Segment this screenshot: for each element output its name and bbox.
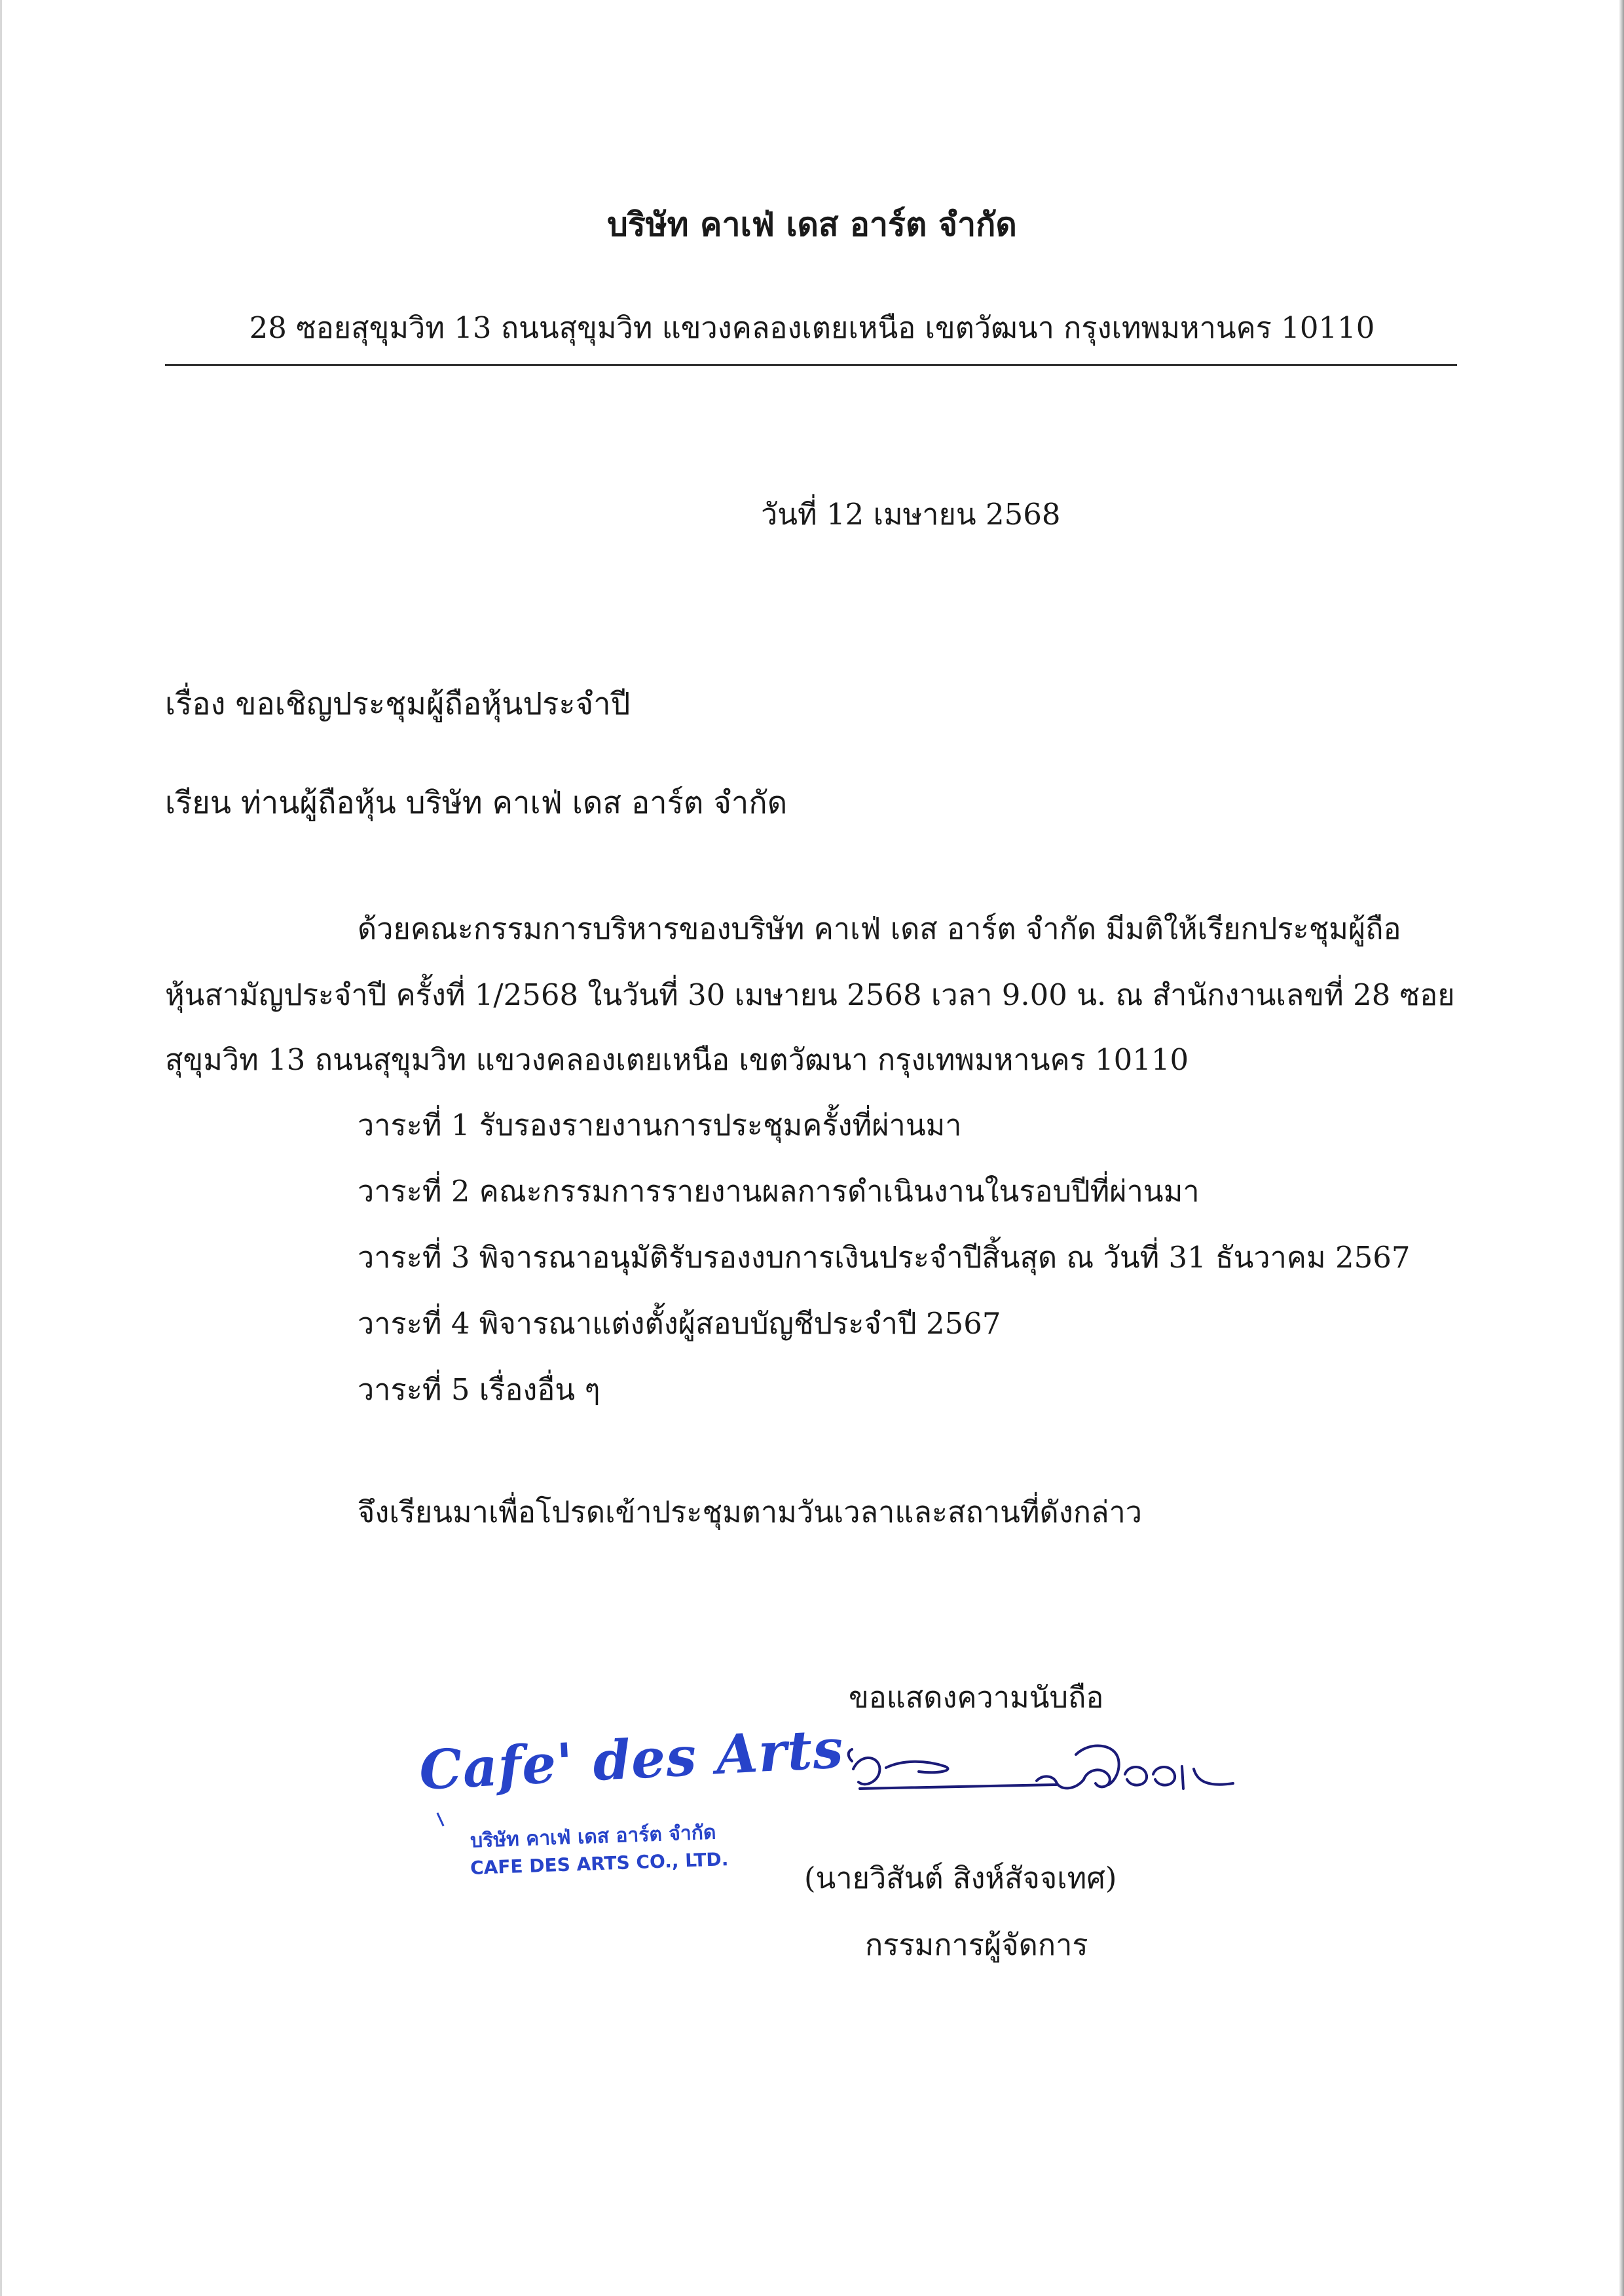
regards-line: ขอแสดงความนับถือ: [849, 1680, 1104, 1715]
stamp-mark: [436, 1812, 444, 1826]
signer-name: (นายวิสันต์ สิงห์สัจจเทศ): [804, 1861, 1117, 1895]
page-edge: [0, 0, 2, 2296]
agenda-item: วาระที่ 5 เรื่องอื่น ๆ: [358, 1372, 600, 1407]
letter-salutation: เรียน ท่านผู้ถือหุ้น บริษัท คาเฟ่ เดส อาร์ต จำกัด: [165, 785, 788, 821]
body-line: หุ้นสามัญประจำปี ครั้งที่ 1/2568 ในวันที่ 30 เมษายน 2568 เวลา 9.00 น. ณ สำนักงานเลขที่ 28 ซอย: [165, 977, 1455, 1012]
company-stamp: [406, 1717, 845, 1892]
company-name: บริษัท คาเฟ่ เดส อาร์ต จำกัด: [607, 205, 1017, 244]
agenda-item: วาระที่ 4 พิจารณาแต่งตั้งผู้สอบบัญชีประจำปี 2567: [358, 1306, 1001, 1341]
handwritten-signature: [840, 1728, 1246, 1807]
company-address: 28 ซอยสุขุมวิท 13 ถนนสุขุมวิท แขวงคลองเตยเหนือ เขตวัฒนา กรุงเทพมหานคร 10110: [249, 310, 1375, 345]
letter-subject: เรื่อง ขอเชิญประชุมผู้ถือหุ้นประจำปี: [165, 686, 631, 722]
stamp-english-name: CAFE DES ARTS CO., LTD.: [470, 1848, 729, 1879]
agenda-item: วาระที่ 2 คณะกรรมการรายงานผลการดำเนินงานในรอบปีที่ผ่านมา: [358, 1174, 1200, 1209]
body-line: ด้วยคณะกรรมการบริหารของบริษัท คาเฟ่ เดส อาร์ต จำกัด มีมติให้เรียกประชุมผู้ถือ: [358, 911, 1401, 946]
signer-title: กรรมการผู้จัดการ: [865, 1927, 1088, 1962]
body-line: สุขุมวิท 13 ถนนสุขุมวิท แขวงคลองเตยเหนือ เขตวัฒนา กรุงเทพมหานคร 10110: [165, 1042, 1189, 1077]
agenda-item: วาระที่ 3 พิจารณาอนุมัติรับรองงบการเงินประจำปีสิ้นสุด ณ วันที่ 31 ธันวาคม 2567: [358, 1240, 1411, 1275]
closing-line: จึงเรียนมาเพื่อโปรดเข้าประชุมตามวันเวลาและสถานที่ดังกล่าว: [358, 1495, 1143, 1529]
agenda-item: วาระที่ 1 รับรองรายงานการประชุมครั้งที่ผ่านมา: [358, 1108, 962, 1142]
stamp-thai-name: บริษัท คาเฟ่ เดส อาร์ต จำกัด: [470, 1821, 716, 1853]
page-edge-shadow: [1619, 0, 1624, 2296]
stamp-brand-logo: Cafe' des Arts: [417, 1717, 845, 1802]
letter-date: วันที่ 12 เมษายน 2568: [761, 497, 1061, 532]
header-divider: [165, 364, 1457, 366]
